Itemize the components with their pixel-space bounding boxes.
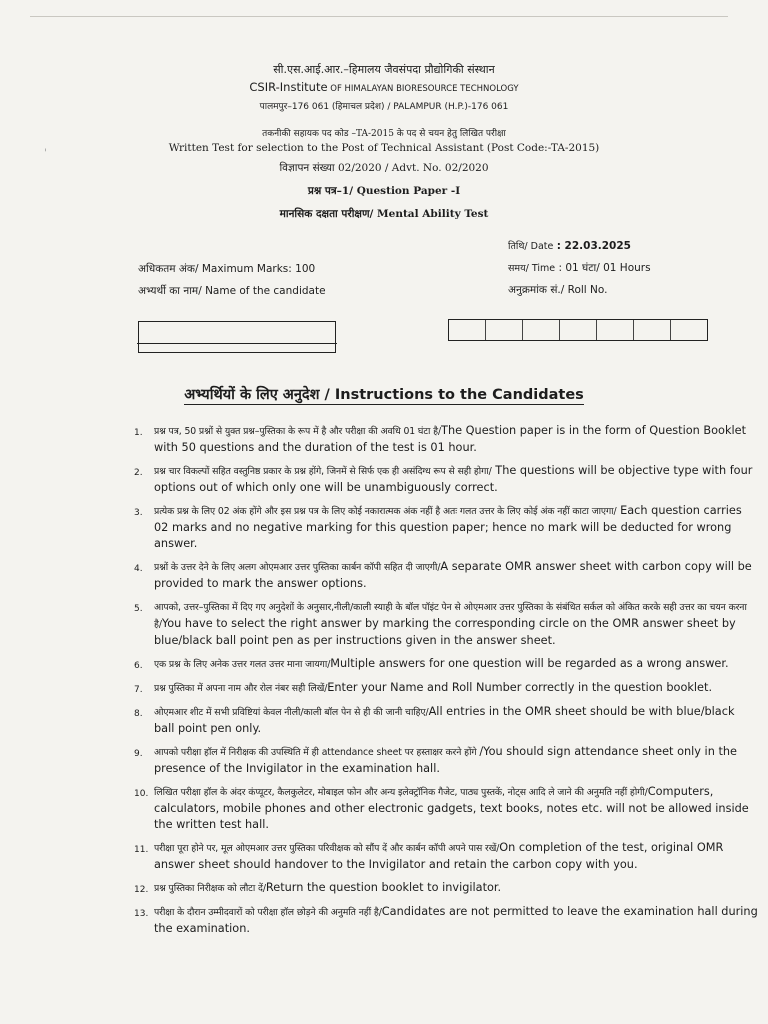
instruction-text-hindi: एक प्रश्न के लिए अनेक उत्तर गलत उत्तर माना जायगा/ <box>154 659 331 670</box>
instruction-number: 8. <box>134 709 143 719</box>
instructions-list <box>130 423 758 944</box>
instruction-text-english: Each question carries 02 marks and no negative marking for this question paper; hence no mark will be deducted for wrong answer. <box>154 504 742 550</box>
instruction-number: 9. <box>134 749 143 759</box>
time-label: समय/ Time <box>508 263 556 274</box>
org-name-english <box>0 80 768 94</box>
date-label: तिथि/ Date <box>508 241 554 252</box>
instruction-text-hindi: प्रश्न पत्र, 50 प्रश्नों से युक्त प्रश्न–पुस्तिका के रूप में है और परीक्षा की अवधि 01 घंटा है/ <box>154 426 442 437</box>
top-rule <box>30 16 728 17</box>
time-line <box>508 261 651 275</box>
instruction-text-hindi: परीक्षा के दौरान उम्मीदवारों को परीक्षा हॉल छोड़ने की अनुमति नहीं है/ <box>154 907 382 918</box>
instruction-text-hindi: प्रश्न पुस्तिका में अपना नाम और रोल नंबर सही लिखें/ <box>154 683 328 694</box>
org-name-main: CSIR-Institute <box>249 80 328 94</box>
roll-digit-box[interactable] <box>597 320 634 340</box>
instruction-item <box>130 904 758 937</box>
instruction-number: 3. <box>134 508 143 518</box>
instruction-item <box>130 423 758 456</box>
instruction-text-english: Return the question booklet to invigilator. <box>265 881 502 894</box>
scan-speck: ' <box>44 148 47 159</box>
instruction-text-hindi: ओएमआर शीट में सभी प्रविष्टियां केवल नीली/काली बॉल पेन से ही की जानी चाहिए/ <box>154 707 429 718</box>
candidate-name-field[interactable] <box>138 321 336 353</box>
instruction-number: 13. <box>134 909 149 919</box>
instructions-heading <box>0 384 768 404</box>
instruction-number: 1. <box>134 428 143 438</box>
instruction-text-hindi: प्रत्येक प्रश्न के लिए 02 अंक होंगे और इस प्रश्न पत्र के लिए कोई नकारात्मक अंक नहीं है अतः गलत उत्तर के लिए कोई अंक नहीं काटा जाएगा/ <box>154 506 617 517</box>
roll-digit-box[interactable] <box>449 320 486 340</box>
instruction-item <box>130 744 758 777</box>
instruction-text-hindi: आपको परीक्षा हॉल में निरीक्षक की उपस्थिति में ही attendance sheet पर हस्ताक्षर करने होंगे <box>154 747 480 758</box>
instruction-item <box>130 880 758 897</box>
org-name-rest: OF HIMALAYAN BIORESOURCE TECHNOLOGY <box>327 84 519 94</box>
org-name-hindi: सी.एस.आई.आर.–हिमालय जैवसंपदा प्रौद्योगिकी संस्थान <box>273 63 495 76</box>
max-marks: अधिकतम अंक/ Maximum Marks: 100 <box>138 263 316 275</box>
instruction-text-hindi: परीक्षा पूरा होने पर, मूल ओएमआर उत्तर पुस्तिका परिवीक्षक को सौंप दें और कार्बन कॉपी अपने पास रखें/ <box>154 843 500 854</box>
instruction-text-english: You have to select the right answer by marking the corresponding circle on the OMR answer sheet by blue/black ball point pen as per instructions given in the answer sheet. <box>154 617 736 647</box>
instruction-item <box>130 599 758 649</box>
instruction-item <box>130 840 758 873</box>
instruction-text-hindi: आपको, उत्तर–पुस्तिका में दिए गए अनुदेशों के अनुसार,नीली/काली स्याही के बॉल पॉइंट पेन से ओएमआर उत्तर पुस्तिका के संबंधित सर्कल को अंकित करके सही उत्तर का चयन करना है/ <box>154 602 747 630</box>
instruction-text-english: Multiple answers for one question will be regarded as a wrong answer. <box>330 657 729 670</box>
instruction-text-english: On completion of the test, original OMR answer sheet should handover to the Invigilator and retain the carbon copy with you. <box>154 841 724 871</box>
roll-number-label: अनुक्रमांक सं./ Roll No. <box>508 284 608 296</box>
instruction-text-hindi: प्रश्न पुस्तिका निरीक्षक को लौटा दें/ <box>154 883 266 894</box>
instruction-text-english: All entries in the OMR sheet should be with blue/black ball point pen only. <box>154 705 735 735</box>
instruction-text-hindi: प्रश्न चार विकल्पों सहित वस्तुनिष्ठ प्रकार के प्रश्न होंगे, जिनमें से सिर्फ एक ही असंदिग्ध रूप से सही होगा/ <box>154 466 492 477</box>
instruction-number: 6. <box>134 661 143 671</box>
instruction-text-hindi: लिखित परीक्षा हॉल के अंदर कंप्यूटर, कैलकुलेटर, मोबाइल फोन और अन्य इलेक्ट्रॉनिक गैजेट, पाठ्य पुस्तकें, नोट्स आदि ले जाने की अनुमति नहीं होगी/ <box>154 787 648 798</box>
instruction-text-english: Candidates are not permitted to leave the examination hall during the examination. <box>154 905 758 935</box>
instruction-item <box>130 784 758 833</box>
instruction-number: 12. <box>134 885 149 895</box>
instruction-item <box>130 503 758 552</box>
instruction-text-english: Computers, calculators, mobile phones and other electronic gadgets, text books, notes etc. will not be allowed inside the written test hall. <box>154 785 749 831</box>
written-test-hindi: तकनीकी सहायक पद कोड –TA-2015 के पद से चयन हेतु लिखित परीक्षा <box>262 129 506 139</box>
instruction-item <box>130 656 758 673</box>
roll-number-field[interactable] <box>448 319 708 341</box>
instruction-item <box>130 463 758 496</box>
instruction-text-english: Enter your Name and Roll Number correctly in the question booklet. <box>327 681 713 694</box>
roll-digit-box[interactable] <box>523 320 560 340</box>
written-test-english: Written Test for selection to the Post of Technical Assistant (Post Code:-TA-2015) <box>168 142 600 154</box>
advertisement-number: विज्ञापन संख्या 02/2020 / Advt. No. 02/2020 <box>279 162 489 174</box>
instruction-text-hindi: प्रश्नों के उत्तर देने के लिए अलग ओएमआर उत्तर पुस्तिका कार्बन कॉपी सहित दी जाएगी/ <box>154 562 441 573</box>
instructions-title: अभ्यर्थियों के लिए अनुदेश / Instructions to the Candidates <box>184 387 584 403</box>
instruction-text-english: The questions will be objective type with four options out of which only one will be unambiguously correct. <box>154 464 753 494</box>
instruction-number: 10. <box>134 789 149 799</box>
test-name: मानसिक दक्षता परीक्षण/ Mental Ability Test <box>279 208 489 220</box>
org-address: पालमपुर–176 061 (हिमाचल प्रदेश) / PALAMPUR (H.P.)-176 061 <box>259 102 509 112</box>
instruction-number: 11. <box>134 845 149 855</box>
roll-digit-box[interactable] <box>486 320 523 340</box>
date-line <box>508 239 631 252</box>
roll-digit-box[interactable] <box>671 320 707 340</box>
roll-digit-box[interactable] <box>560 320 597 340</box>
instruction-item <box>130 704 758 737</box>
instruction-text-english: The Question paper is in the form of Question Booklet with 50 questions and the duration of the test is 01 hour. <box>154 424 747 454</box>
instruction-number: 7. <box>134 685 143 695</box>
roll-digit-box[interactable] <box>634 320 671 340</box>
candidate-name-label: अभ्यर्थी का नाम/ Name of the candidate <box>138 285 326 297</box>
instruction-item <box>130 680 758 697</box>
instruction-number: 5. <box>134 604 143 614</box>
instruction-text-english: A separate OMR answer sheet with carbon copy will be provided to mark the answer options. <box>154 560 752 590</box>
date-value: : 22.03.2025 <box>556 240 631 252</box>
time-value: : 01 घंटा/ 01 Hours <box>558 262 651 274</box>
instruction-text-english: /You should sign attendance sheet only in the presence of the Invigilator in the examination hall. <box>154 745 737 775</box>
instruction-number: 2. <box>134 468 143 478</box>
instruction-item <box>130 559 758 592</box>
question-paper-label: प्रश्न पत्र–1/ Question Paper -I <box>307 185 461 197</box>
instruction-number: 4. <box>134 564 143 574</box>
